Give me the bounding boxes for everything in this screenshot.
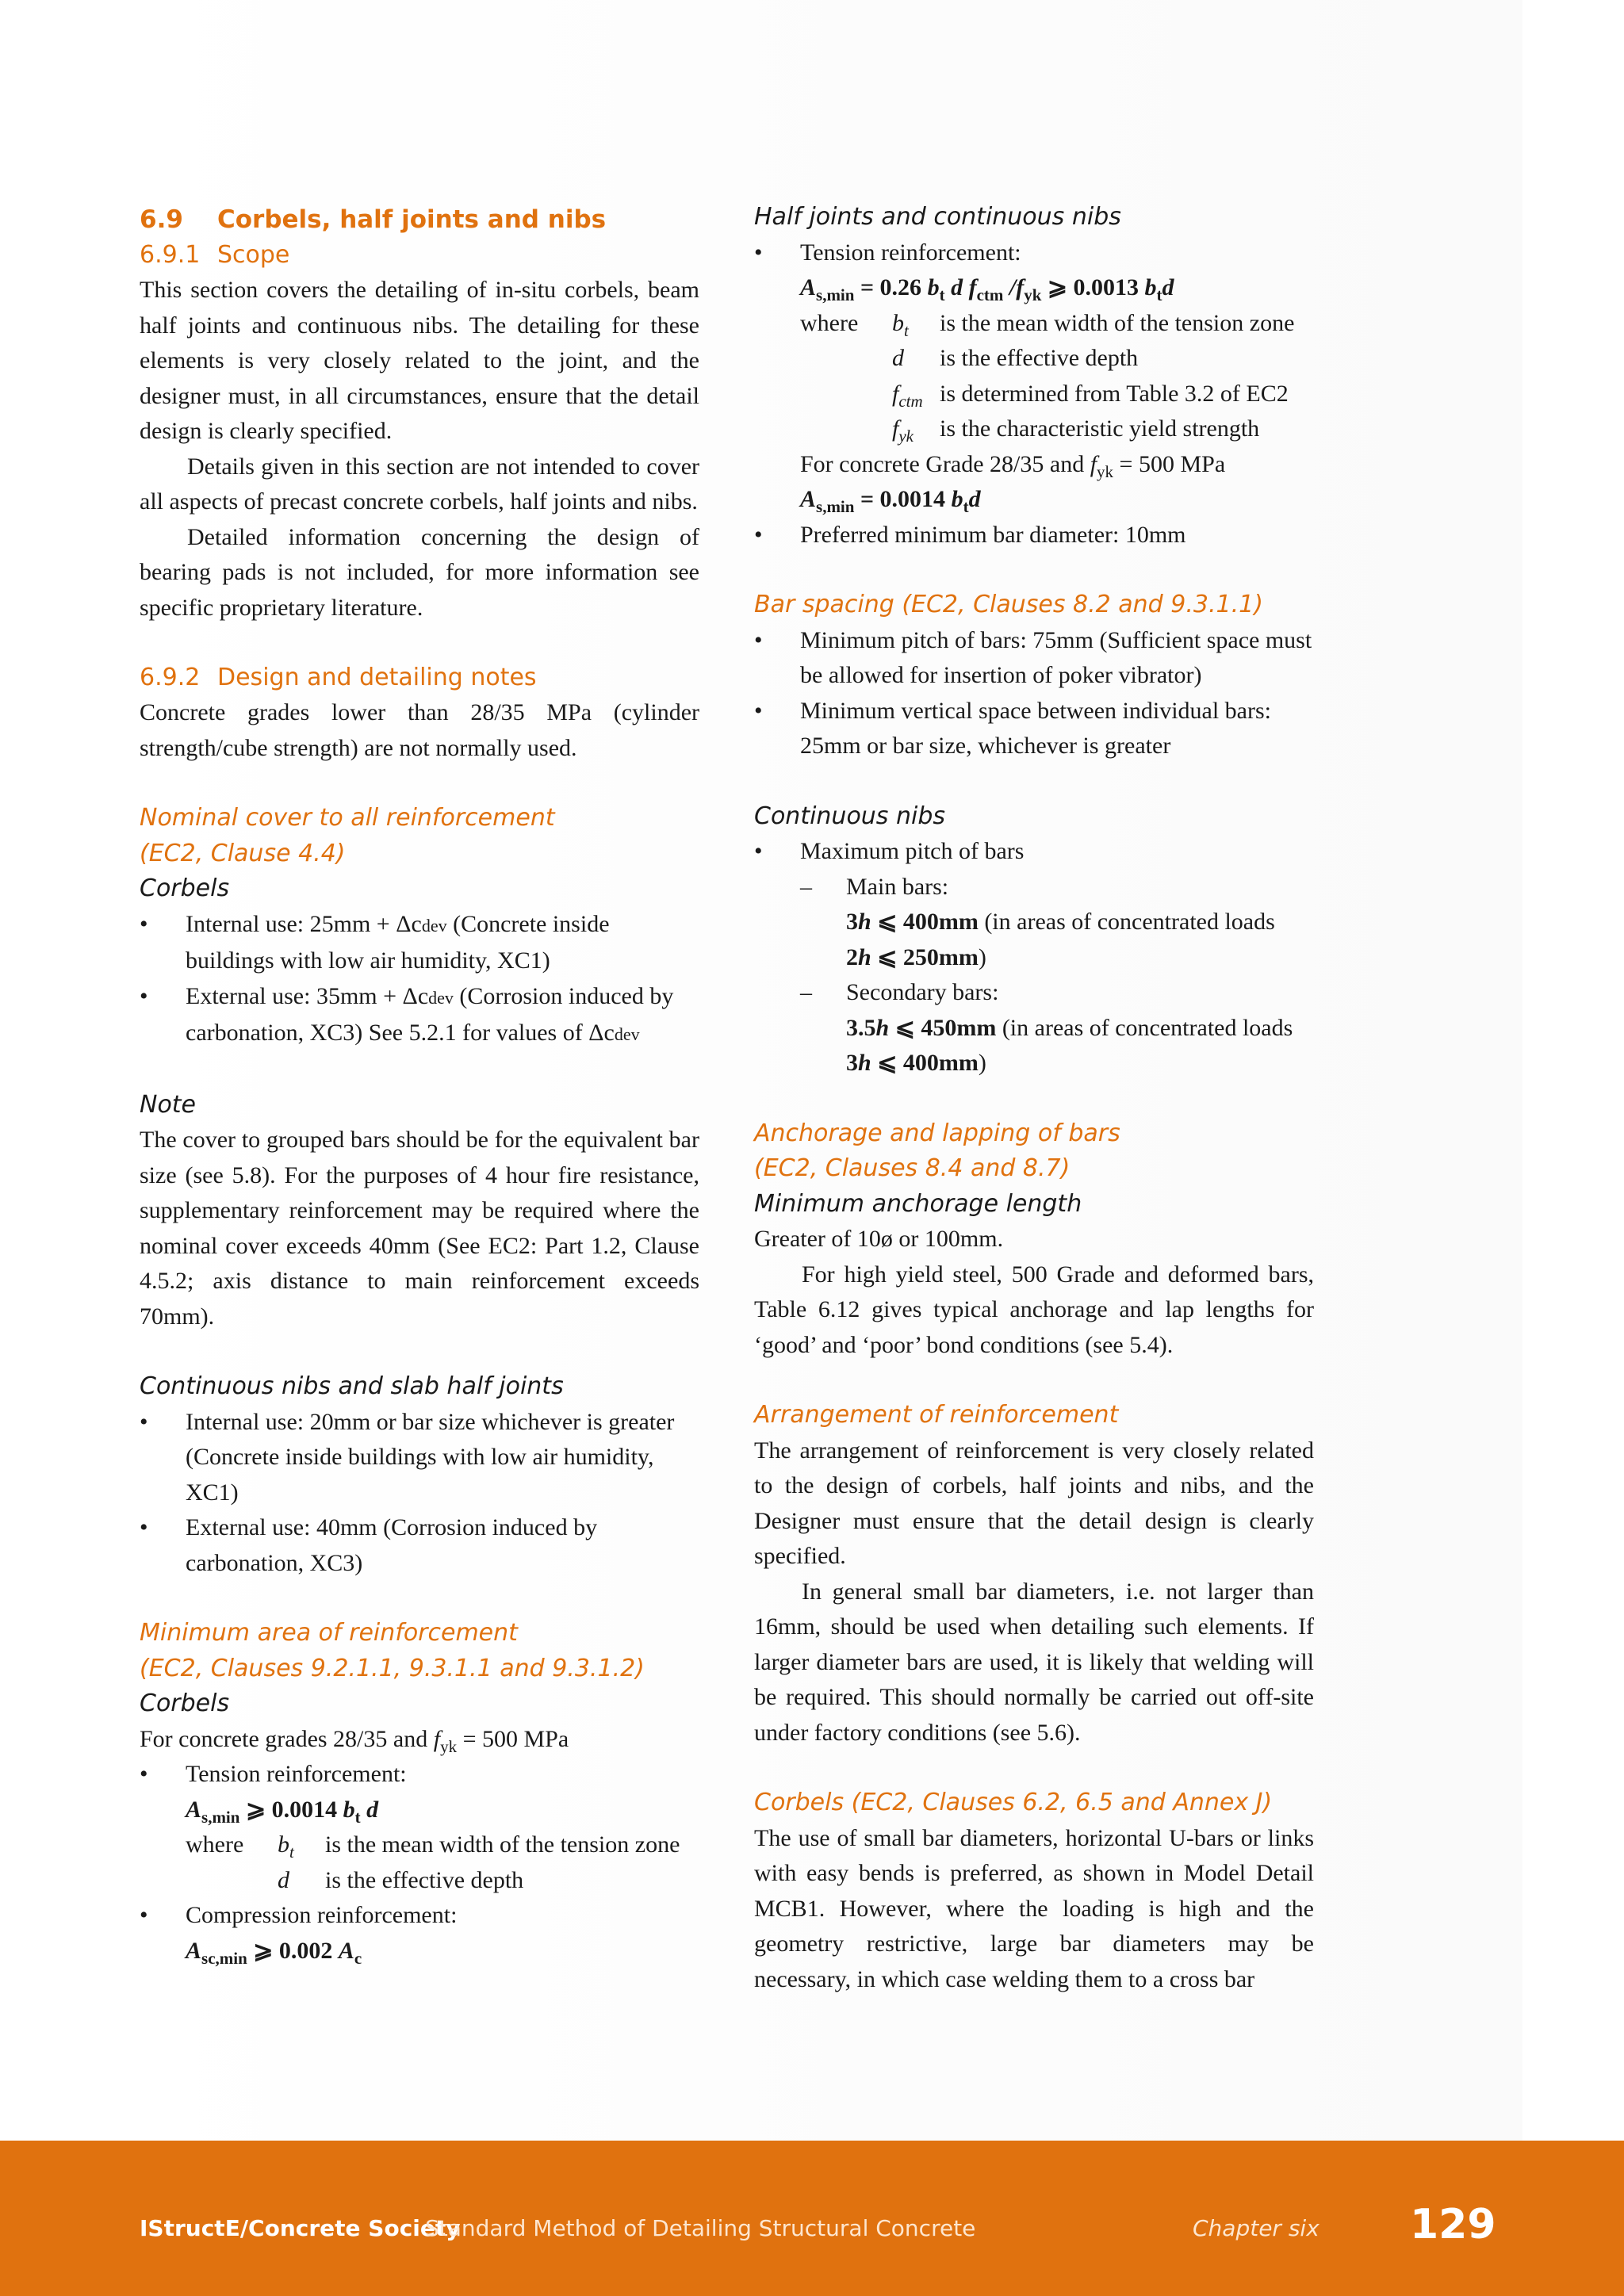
anchorage-heading-1: Anchorage and lapping of bars (754, 1119, 1120, 1147)
list-item: • Tension reinforcement: (754, 235, 1314, 271)
formula-as-min-grade (754, 482, 1314, 518)
formula-subscript: ctm (976, 285, 1004, 304)
footer-brand: IStructE/Concrete Society (140, 2215, 461, 2241)
fyk-subscript: yk (440, 1736, 458, 1756)
formula-subscript: s,min (816, 497, 855, 516)
nibs-list (140, 1405, 699, 1582)
scope-number: 6.9.1 (140, 241, 201, 269)
grade-text: For concrete Grade 28/35 and (800, 450, 1090, 477)
grade-line (754, 447, 1314, 483)
fctm-letter: f (892, 380, 899, 407)
section-heading (140, 201, 699, 238)
formula-symbol: d (360, 1796, 379, 1823)
cover-internal-rest: (Concrete inside buildings with low air humidity, XC1) (186, 910, 610, 974)
secondary-bars-line-1 (846, 1011, 1314, 1081)
left-column (140, 200, 699, 1969)
coef: 3 (846, 1050, 858, 1076)
dev-subscript: dev (614, 1024, 640, 1044)
where-block (140, 1827, 699, 1898)
design-title: Design and detailing notes (217, 664, 537, 691)
bt-description: is the mean width of the tension zone (325, 1831, 680, 1858)
bt-letter: b (278, 1831, 289, 1858)
bt-subscript: t (289, 1843, 294, 1862)
close-paren: ) (978, 1050, 986, 1076)
formula-symbol: A (800, 486, 817, 512)
formula-subscript: t (354, 1807, 361, 1827)
list-item: • Minimum pitch of bars: 75mm (Sufficient space must be allowed for insertion of poker vibrator) (754, 623, 1314, 694)
corbels-ec2-heading: Corbels (EC2, Clauses 6.2, 6.5 and Annex J) (754, 1789, 1273, 1816)
min-anchorage-heading: Minimum anchorage length (754, 1189, 1082, 1218)
bt-symbol (892, 306, 940, 342)
formula-symbol: A (800, 274, 817, 300)
cover-heading-1: Nominal cover to all reinforcement (140, 804, 555, 832)
formula-symbol: b (927, 274, 940, 300)
fyk-value: = 500 MPa (457, 1725, 569, 1752)
d-description: is the effective depth (940, 345, 1139, 371)
anchorage-paragraph-1: Greater of 10ø or 100mm. (754, 1226, 1004, 1252)
list-item: • Internal use: 20mm or bar size whichever is greater (Concrete inside buildings with low air humidity, XC1) (140, 1405, 699, 1511)
limit: ⩽ 400mm (871, 909, 979, 935)
fctm-symbol (892, 377, 940, 412)
coef: 2 (846, 943, 858, 970)
list-item (800, 870, 1314, 976)
fyk-symbol: f (433, 1725, 441, 1752)
list-item: • Minimum vertical space between individual bars: 25mm or bar size, whichever is greater (754, 694, 1314, 764)
half-joints-heading: Half joints and continuous nibs (754, 203, 1121, 231)
d-symbol: d (892, 345, 904, 371)
formula-as-min (140, 1793, 699, 1828)
scope-paragraph-1: This section covers the detailing of in-situ corbels, beam half joints and continuous nibs. The detailing for these elements is very closely related to the joint, and the designer must, in all circumstances, ensure that the detail design is clearly specified. (140, 277, 699, 444)
where-block-right (754, 306, 1314, 447)
grade-value: = 500 MPa (1113, 450, 1226, 477)
formula-symbol: A (338, 1937, 354, 1964)
formula-asc-min (140, 1934, 699, 1969)
design-number: 6.9.2 (140, 664, 201, 691)
list-item: • Preferred minimum bar diameter: 10mm (754, 518, 1314, 553)
fctm-subscript: ctm (898, 391, 923, 411)
arrangement-heading: Arrangement of reinforcement (754, 1401, 1119, 1429)
main-bars-line-1 (846, 905, 1314, 940)
bt-subscript: t (904, 320, 909, 340)
h-symbol: h (858, 1050, 871, 1076)
arrangement-paragraph-2: In general small bar diameters, i.e. not larger than 16mm, should be used when detailing such elements. If larger diameter bars are used, it is likely that welding will be required. This should normally be carried out off-site under factory conditions (see 5.6). (754, 1578, 1314, 1746)
corbels-subheading: Corbels (140, 874, 230, 902)
scope-paragraph-3: Detailed information concerning the design of bearing pads is not included, for more information see specific proprietary literature. (140, 523, 699, 621)
list-item (140, 979, 699, 1053)
anchorage-paragraph-2: For high yield steel, 500 Grade and deformed bars, Table 6.12 gives typical anchorage and lap lengths for ‘good’ and ‘poor’ bond conditions (see 5.4). (754, 1261, 1314, 1358)
cover-heading-2: (EC2, Clause 4.4) (140, 839, 346, 867)
where-label: where (800, 309, 859, 336)
fyk-letter: f (892, 415, 899, 442)
note-text: (in areas of concentrated loads (996, 1014, 1293, 1041)
bt-symbol (278, 1827, 325, 1863)
scope-title: Scope (217, 241, 290, 269)
d-description: is the effective depth (325, 1866, 524, 1893)
coef: 3.5 (846, 1014, 876, 1041)
formula-subscript: yk (1024, 285, 1042, 304)
formula-symbol: b (951, 486, 963, 512)
d-symbol: d (278, 1866, 289, 1893)
design-heading (140, 660, 699, 695)
limit: ⩽ 450mm (889, 1014, 997, 1041)
fyk-letter: f (1090, 450, 1097, 477)
cover-external-rest: (Corrosion induced by carbonation, XC3) See 5.2.1 for values of Δc (186, 982, 674, 1046)
fctm-description: is determined from Table 3.2 of EC2 (940, 380, 1289, 407)
cover-list (140, 907, 699, 1053)
h-symbol: h (875, 1014, 890, 1041)
pitch-sublist (800, 870, 1314, 1081)
formula-subscript: t (1156, 285, 1162, 304)
formula-text: = 0.0014 (854, 486, 952, 512)
formula-as-min-half (754, 270, 1314, 306)
coef: 3 (846, 909, 858, 935)
formula-symbol: /f (1003, 274, 1025, 300)
cover-internal-text: Internal use: 25mm + Δc (186, 910, 422, 937)
scope-heading (140, 238, 699, 273)
formula-symbol: A (186, 1937, 202, 1964)
note-heading: Note (140, 1090, 197, 1119)
list-item: • External use: 40mm (Corrosion induced by carbonation, XC3) (140, 1510, 699, 1581)
formula-subscript: t (963, 497, 969, 516)
list-item (140, 907, 699, 979)
limit: ⩽ 400mm (871, 1050, 979, 1076)
for-concrete-text: For concrete grades 28/35 and (140, 1725, 434, 1752)
anchorage-heading-2: (EC2, Clauses 8.4 and 8.7) (754, 1154, 1071, 1182)
spacing-list (754, 623, 1314, 764)
formula-subscript: sc,min (201, 1948, 247, 1968)
where-label: where (186, 1831, 244, 1858)
arrangement-paragraph-1: The arrangement of reinforcement is very closely related to the design of corbels, half joints and nibs, and the Designer must ensure that the detail design is clearly specified. (754, 1437, 1314, 1569)
fyk-subscript: yk (1097, 461, 1114, 481)
minarea-heading-2: (EC2, Clauses 9.2.1.1, 9.3.1.1 and 9.3.1.2) (140, 1654, 645, 1682)
footer-chapter: Chapter six (1193, 2215, 1320, 2241)
min-tension-list (140, 1757, 699, 1793)
fyk-description: is the characteristic yield strength (940, 415, 1260, 442)
half-tension-list (754, 235, 1314, 271)
h-symbol: h (858, 909, 871, 935)
formula-subscript: c (354, 1948, 362, 1968)
for-concrete-line (140, 1722, 699, 1758)
bt-letter: b (892, 309, 904, 336)
secondary-bars-label: – Secondary bars: (846, 979, 999, 1005)
formula-text: = 0.26 (854, 274, 928, 300)
close-paren: ) (978, 943, 986, 970)
list-item: • Tension reinforcement: (140, 1757, 699, 1793)
fyk-symbol (892, 411, 940, 447)
formula-text: ⩾ 0.0013 (1041, 274, 1145, 300)
section-title: Corbels, half joints and nibs (217, 205, 607, 234)
bt-description: is the mean width of the tension zone (940, 309, 1295, 336)
list-item: • Compression reinforcement: (140, 1898, 699, 1934)
design-paragraph: Concrete grades lower than 28/35 MPa (cylinder strength/cube strength) are not normally used. (140, 699, 699, 761)
page-footer (0, 2141, 1624, 2296)
pref-dia-list (754, 518, 1314, 553)
formula-symbol: b (343, 1796, 355, 1823)
nibs-heading: Continuous nibs and slab half joints (140, 1372, 564, 1400)
main-bars-label: – Main bars: (846, 873, 949, 900)
formula-text: ⩾ 0.0014 (239, 1796, 343, 1823)
section-number: 6.9 (140, 205, 183, 234)
list-item (754, 834, 1314, 1081)
formula-subscript: s,min (201, 1807, 240, 1827)
formula-symbol: d (968, 486, 981, 512)
minarea-heading-1: Minimum area of reinforcement (140, 1619, 518, 1647)
cover-external-text: External use: 35mm + Δc (186, 982, 429, 1009)
note-text: (in areas of concentrated loads (978, 909, 1275, 935)
formula-subscript: s,min (816, 285, 855, 304)
max-pitch-text: Maximum pitch of bars (800, 838, 1025, 864)
note-paragraph: The cover to grouped bars should be for the equivalent bar size (see 5.8). For the purposes of 4 hour fire resistance, supplementary reinforcement may be required where the nominal cover exceeds 40mm (See EC2: Part 1.2, Clause 4.5.2; axis distance to main reinforcement exceeds 70mm). (140, 1127, 699, 1330)
right-column (754, 200, 1314, 1997)
continuous-nibs-heading: Continuous nibs (754, 802, 945, 830)
scope-paragraph-2: Details given in this section are not intended to cover all aspects of precast concrete corbels, half joints and nibs. (140, 453, 699, 515)
footer-title: Standard Method of Detailing Structural Concrete (425, 2215, 976, 2241)
limit: ⩽ 250mm (871, 943, 979, 970)
corbels-subheading-2: Corbels (140, 1689, 230, 1717)
spacing-heading: Bar spacing (EC2, Clauses 8.2 and 9.3.1.1) (754, 591, 1263, 618)
nibs-pitch-list (754, 834, 1314, 1081)
h-symbol: h (858, 943, 871, 970)
fyk-subscript: yk (898, 427, 914, 446)
corbels-paragraph: The use of small bar diameters, horizontal U-bars or links with easy bends is preferred, as shown in Model Detail MCB1. However, where the loading is high and the geometry restrictive, large bar diameters may be necessary, in which case welding them to a cross bar (754, 1824, 1314, 1992)
formula-symbol: b (1144, 274, 1157, 300)
formula-text: ⩾ 0.002 (247, 1937, 339, 1964)
dev-subscript: dev (428, 987, 454, 1008)
formula-symbol: A (186, 1796, 202, 1823)
page-number: 129 (1410, 2201, 1496, 2248)
compression-list (140, 1898, 699, 1934)
formula-symbol: d f (944, 274, 977, 300)
main-bars-line-2 (846, 940, 1314, 976)
formula-symbol: d (1162, 274, 1174, 300)
dev-subscript: dev (421, 915, 447, 936)
formula-subscript: t (939, 285, 945, 304)
list-item (800, 975, 1314, 1081)
